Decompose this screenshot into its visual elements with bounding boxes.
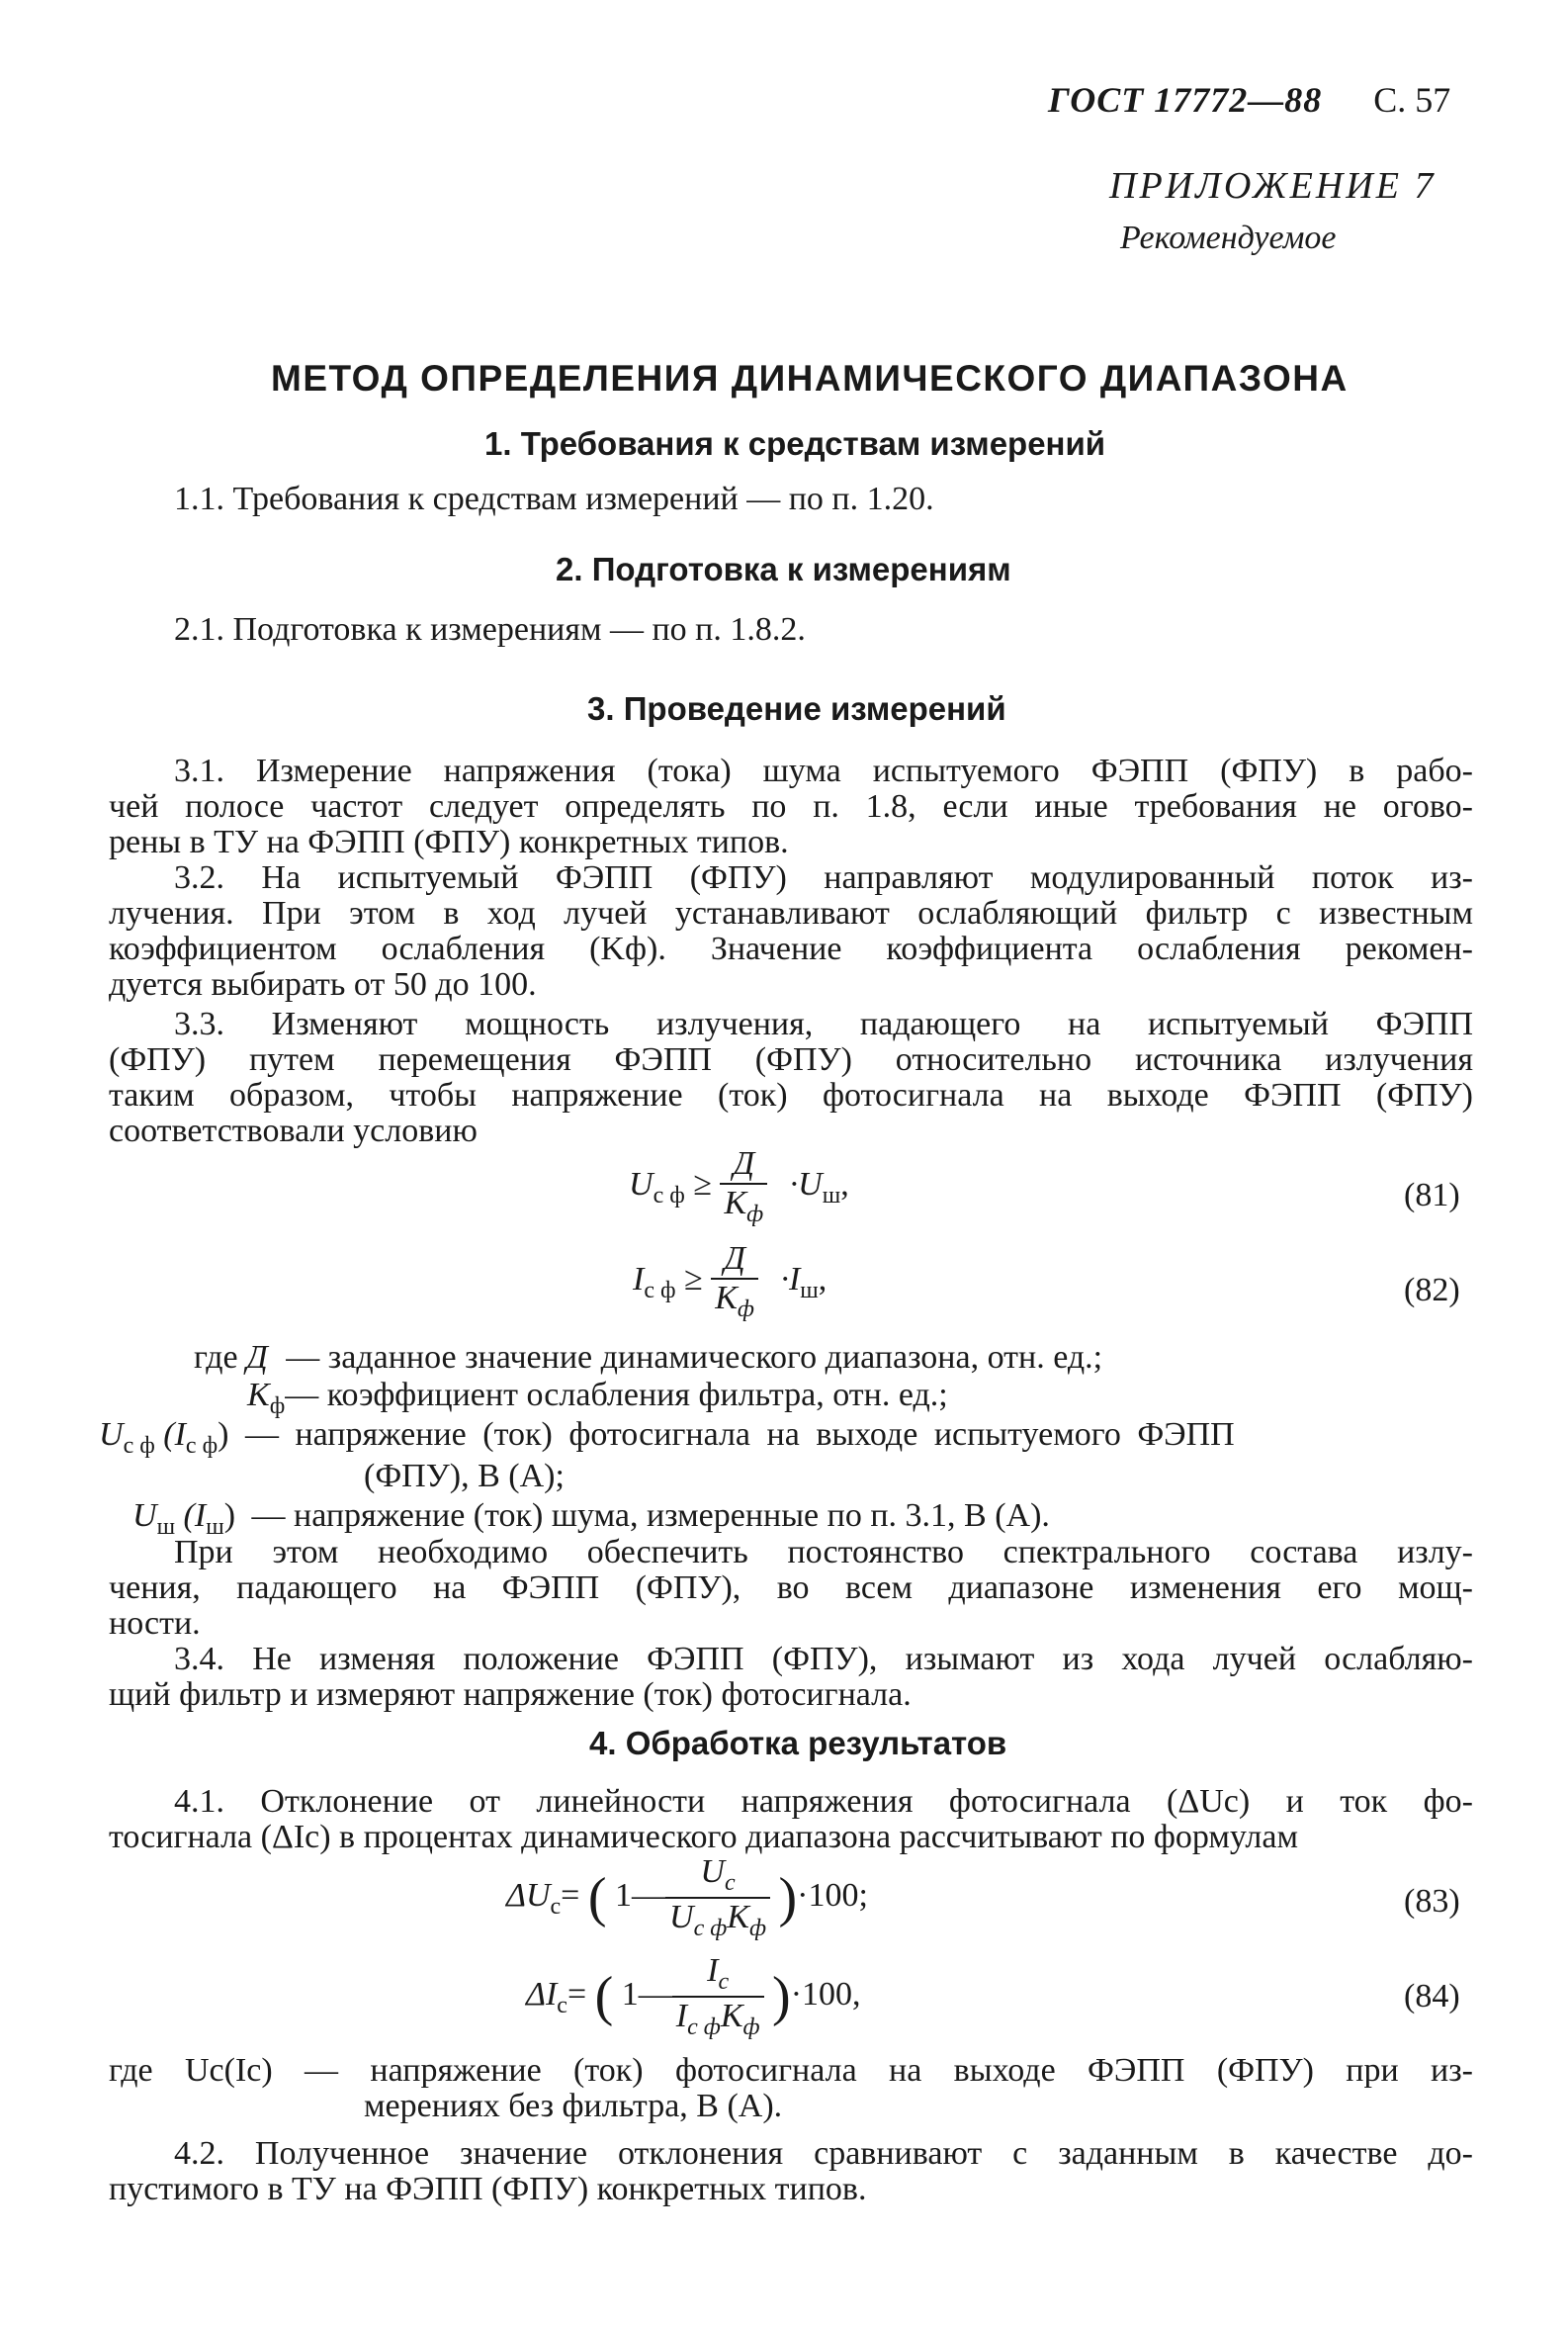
def-text: — напряжение (ток) фотосигнала на выходе испытуемого ФЭПП xyxy=(244,1416,1235,1453)
paragraph-4-2-line: пустимого в ТУ на ФЭПП (ФПУ) конкретных типов. xyxy=(109,2171,867,2207)
formula-84 xyxy=(526,1952,861,2041)
paragraph-3-3-line: 3.3. Изменяют мощность излучения, падающего на испытуемый ФЭПП xyxy=(174,1006,1473,1042)
f81-rhs-sub: ш xyxy=(822,1182,841,1209)
appendix-label: ПРИЛОЖЕНИЕ 7 xyxy=(1109,165,1437,207)
equation-number-84: (84) xyxy=(1404,1978,1460,2015)
f84-numerator xyxy=(672,1952,764,1998)
f84-open-paren: ( xyxy=(594,1966,614,2027)
f84-eq: = xyxy=(566,1975,587,2013)
definition-Ucf xyxy=(99,1416,1235,1460)
f82-rhs-sub: ш xyxy=(800,1277,819,1303)
def-symbol-2-sub: ш xyxy=(206,1514,224,1540)
equation-number-82: (82) xyxy=(1404,1272,1460,1308)
def-symbol-sub: ш xyxy=(156,1514,176,1540)
f82-fraction xyxy=(711,1240,758,1323)
f84-den2-sub: ф xyxy=(742,2015,760,2040)
definition-Ucf-cont: (ФПУ), В (А); xyxy=(364,1458,565,1494)
f83-den-sub: с ф xyxy=(693,1916,728,1941)
paragraph-where-4 xyxy=(109,2053,1473,2124)
def-symbol: U xyxy=(99,1416,124,1453)
f81-den-sub: ф xyxy=(746,1202,764,1227)
def-symbol-sub: ф xyxy=(269,1393,286,1419)
f83-den2-sub: ф xyxy=(748,1916,767,1941)
paragraph-note-line: ности. xyxy=(109,1605,201,1642)
f83-den2-symbol: K xyxy=(727,1899,749,1935)
running-header xyxy=(1048,79,1450,121)
f81-lhs: U xyxy=(629,1165,653,1203)
document-title: МЕТОД ОПРЕДЕЛЕНИЯ ДИНАМИЧЕСКОГО ДИАПАЗОНА xyxy=(271,358,1349,399)
paragraph-3-2-line: дуется выбирать от 50 до 100. xyxy=(109,966,537,1003)
paragraph-3-1 xyxy=(109,754,1473,860)
f82-tail: , xyxy=(818,1260,828,1298)
paragraph-3-1-line: рены в ТУ на ФЭПП (ФПУ) конкретных типов. xyxy=(109,824,789,860)
def-symbol-2: (I xyxy=(183,1497,207,1534)
f83-eq: = xyxy=(561,1876,580,1914)
paragraph-4-1-line: тосигнала (ΔIс) в процентах динамического диапазона рассчитывают по формулам xyxy=(109,1819,1298,1855)
paragraph-where-4-line: мерениях без фильтра, В (А). xyxy=(364,2088,783,2124)
f83-lhs-sub: с xyxy=(550,1893,562,1920)
f81-fraction xyxy=(720,1145,767,1228)
f81-denominator xyxy=(720,1185,767,1228)
f81-relation: ≥ xyxy=(693,1165,712,1203)
paragraph-4-1 xyxy=(109,1784,1473,1855)
f82-relation: ≥ xyxy=(684,1260,703,1298)
def-symbol-2-sub: с ф xyxy=(185,1433,218,1459)
f84-den2-symbol: K xyxy=(720,1998,743,2034)
paragraph-3-2-line: лучения. При этом в ход лучей устанавливают ослабляющий фильтр с известным xyxy=(109,895,1473,932)
paragraph-4-2-line: 4.2. Полученное значение отклонения сравнивают с заданным в качестве до- xyxy=(174,2135,1473,2172)
where-label: где xyxy=(194,1339,238,1376)
def-text: — заданное значение динамического диапазона, отн. ед.; xyxy=(286,1339,1103,1376)
f83-denominator xyxy=(665,1899,770,1942)
definition-Kf xyxy=(247,1377,948,1420)
f83-tail: ·100; xyxy=(797,1876,868,1914)
paragraph-3-4-line: 3.4. Не изменяя положение ФЭПП (ФПУ), изымают из хода лучей ослабляю- xyxy=(174,1641,1473,1677)
def-symbol: K xyxy=(247,1377,270,1413)
f84-lhs: ΔI xyxy=(526,1975,558,2013)
f81-numerator: Д xyxy=(720,1145,767,1185)
section-2-heading: 2. Подготовка к измерениям xyxy=(556,551,1011,587)
f84-num-sub: с xyxy=(718,1969,730,1995)
paragraph-where-4-line: где Uс(Iс) — напряжение (ток) фотосигнала на выходе ФЭПП (ФПУ) при из- xyxy=(109,2052,1473,2089)
def-text: — коэффициент ослабления фильтра, отн. ед.; xyxy=(285,1377,948,1413)
f84-lhs-sub: с xyxy=(557,1992,567,2018)
f83-den-symbol: U xyxy=(669,1899,694,1935)
f83-num-sub: с xyxy=(724,1870,736,1896)
def-symbol-2-end: ) xyxy=(223,1497,236,1534)
f82-numerator: Д xyxy=(711,1240,758,1280)
formula-83 xyxy=(506,1853,868,1942)
f83-fraction xyxy=(665,1853,770,1942)
f84-fraction xyxy=(672,1952,764,2041)
f84-den-symbol: I xyxy=(675,1998,688,2034)
paragraph-note-line: При этом необходимо обеспечить постоянство спектрального состава излу- xyxy=(174,1534,1473,1570)
f83-one: 1— xyxy=(615,1876,666,1914)
f82-rhs: ·I xyxy=(780,1260,801,1298)
standard-number: ГОСТ 17772—88 xyxy=(1048,80,1323,120)
paragraph-3-1-line: 3.1. Измерение напряжения (тока) шума испытуемого ФЭПП (ФПУ) в рабо- xyxy=(174,753,1473,789)
definition-D xyxy=(194,1339,1102,1377)
paragraph-4-2 xyxy=(109,2136,1473,2207)
f83-lhs: ΔU xyxy=(506,1876,551,1914)
f84-tail: ·100, xyxy=(790,1975,861,2013)
section-3-heading: 3. Проведение измерений xyxy=(587,690,1006,727)
paragraph-note-line: чения, падающего на ФЭПП (ФПУ), во всем диапазоне изменения его мощ- xyxy=(109,1569,1473,1606)
f82-denominator xyxy=(711,1280,758,1323)
appendix-status: Рекомендуемое xyxy=(1120,220,1337,256)
paragraph-note xyxy=(109,1535,1473,1642)
paragraph-3-3-line: соответствовали условию xyxy=(109,1113,478,1149)
f83-numerator xyxy=(665,1853,770,1899)
f83-close-paren: ) xyxy=(778,1867,798,1928)
f84-num-symbol: I xyxy=(707,1952,719,1989)
def-symbol-2-end: ) xyxy=(218,1416,229,1453)
section-4-heading: 4. Обработка результатов xyxy=(589,1725,1007,1761)
f84-close-paren: ) xyxy=(772,1966,791,2027)
def-symbol: U xyxy=(132,1497,157,1534)
paragraph-3-3-line: (ФПУ) путем перемещения ФЭПП (ФПУ) относительно источника излучения xyxy=(109,1041,1473,1078)
formula-82 xyxy=(633,1240,827,1323)
paragraph-3-3 xyxy=(109,1007,1473,1149)
paragraph-3-3-line: таким образом, чтобы напряжение (ток) фотосигнала на выходе ФЭПП (ФПУ) xyxy=(109,1077,1473,1114)
paragraph-3-4-line: щий фильтр и измеряют напряжение (ток) фотосигнала. xyxy=(109,1676,912,1713)
f83-num-symbol: U xyxy=(700,1853,725,1890)
f82-lhs-sub: с ф xyxy=(644,1277,676,1303)
f81-lhs-sub: с ф xyxy=(653,1182,685,1209)
paragraph-3-2 xyxy=(109,860,1473,1003)
def-symbol-2: (I xyxy=(163,1416,186,1453)
paragraph-3-2-line: коэффициентом ослабления (Kф). Значение коэффициента ослабления рекомен- xyxy=(109,931,1473,967)
paragraph-2-1: 2.1. Подготовка к измерениям — по п. 1.8.2. xyxy=(174,611,806,648)
equation-number-83: (83) xyxy=(1404,1883,1460,1920)
f82-lhs: I xyxy=(633,1260,645,1298)
equation-number-81: (81) xyxy=(1404,1177,1460,1213)
f84-one: 1— xyxy=(621,1975,672,2013)
f82-den-symbol: K xyxy=(715,1280,738,1316)
def-text: — напряжение (ток) шума, измеренные по п. 3.1, В (А). xyxy=(251,1497,1050,1534)
f82-den-sub: ф xyxy=(737,1297,754,1322)
f81-rhs: ·U xyxy=(789,1165,823,1203)
f83-open-paren: ( xyxy=(587,1867,607,1928)
f81-tail: , xyxy=(840,1165,849,1203)
paragraph-4-1-line: 4.1. Отклонение от линейности напряжения фотосигнала (ΔUс) и ток фо- xyxy=(174,1783,1473,1820)
page-number: С. 57 xyxy=(1373,80,1451,120)
f84-denominator xyxy=(672,1998,764,2041)
paragraph-3-2-line: 3.2. На испытуемый ФЭПП (ФПУ) направляют модулированный поток из- xyxy=(174,859,1473,896)
f84-den-sub: с ф xyxy=(687,2015,721,2040)
def-symbol: Д xyxy=(246,1339,268,1376)
paragraph-3-1-line: чей полосе частот следует определять по п. 1.8, если иные требования не огово- xyxy=(109,788,1473,825)
formula-81 xyxy=(629,1145,849,1228)
def-symbol-sub: с ф xyxy=(123,1433,155,1459)
paragraph-3-4 xyxy=(109,1642,1473,1713)
section-1-heading: 1. Требования к средствам измерений xyxy=(484,425,1106,462)
paragraph-1-1: 1.1. Требования к средствам измерений — по п. 1.20. xyxy=(174,481,934,517)
f81-den-symbol: K xyxy=(724,1185,747,1221)
